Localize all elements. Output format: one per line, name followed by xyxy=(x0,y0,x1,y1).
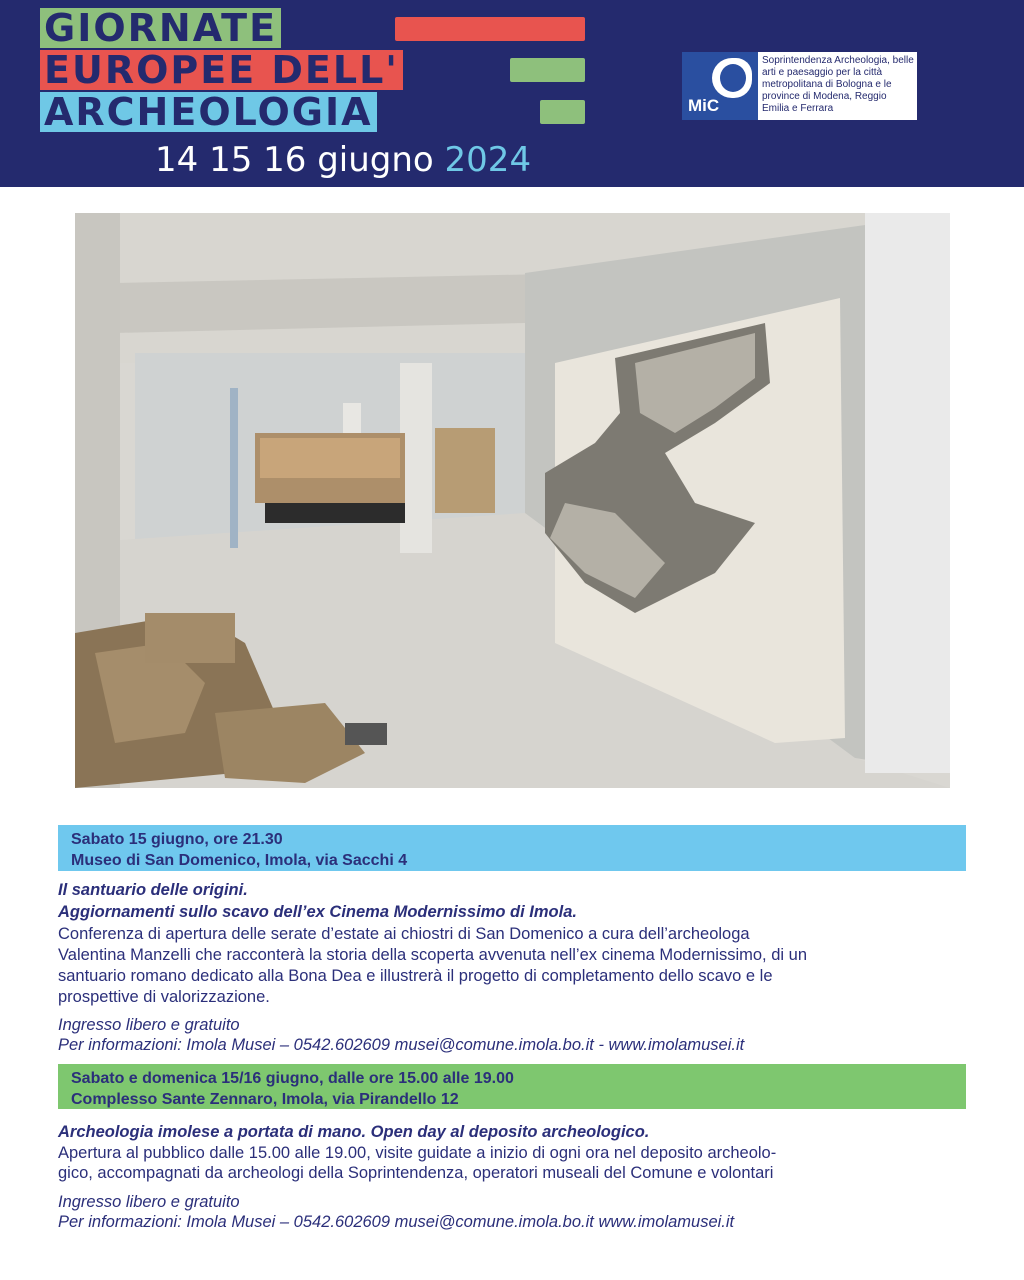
event1-description-line: prospettive di valorizzazione. xyxy=(58,988,270,1006)
event1-title-2: Aggiornamenti sullo scavo dell’ex Cinema Modernissimo di Imola. xyxy=(58,903,577,921)
title-line-2: EUROPEE DELL' xyxy=(40,50,403,90)
ministry-description: Soprintendenza Archeologia, belle arti e paesaggio per la città metropolitana di Bologna e le province di Modena, Reggio Emilia e Ferrara xyxy=(762,55,914,114)
event2-title: Archeologia imolese a portata di mano. Open day al deposito archeologico. xyxy=(58,1123,650,1141)
event2-when: Sabato e domenica 15/16 giugno, dalle ore 15.00 alle 19.00 xyxy=(71,1070,514,1087)
mic-logo xyxy=(682,52,758,120)
event2-description-line: gico, accompagnati da archeologi della Soprintendenza, operatori museali del Comune e volontari xyxy=(58,1164,774,1182)
deposit-photo-illustration xyxy=(75,213,950,788)
event-year: 2024 xyxy=(444,140,532,180)
event1-description-line: Valentina Manzelli che racconterà la storia della scoperta avvenuta nell’ex cinema Modernissimo, di un xyxy=(58,946,808,964)
event2-info: Per informazioni: Imola Musei – 0542.602609 musei@comune.imola.bo.it www.imolamusei.it xyxy=(58,1213,735,1231)
mic-logo-text: MiC xyxy=(688,96,720,115)
decorative-ornament xyxy=(540,100,585,124)
ministry-logo-box xyxy=(682,52,917,120)
event2-entry: Ingresso libero e gratuito xyxy=(58,1193,240,1211)
deposit-photo xyxy=(75,213,950,788)
event2-where: Complesso Sante Zennaro, Imola, via Pirandello 12 xyxy=(71,1091,459,1108)
event-header-banner xyxy=(0,0,1024,187)
event1-banner xyxy=(58,825,966,871)
title-line-1: GIORNATE xyxy=(40,8,281,48)
event1-when: Sabato 15 giugno, ore 21.30 xyxy=(71,831,283,848)
event1-description-line: Conferenza di apertura delle serate d’estate ai chiostri di San Domenico a cura dell’archeologa xyxy=(58,925,750,943)
decorative-ornament xyxy=(510,58,585,82)
event1-entry: Ingresso libero e gratuito xyxy=(58,1016,240,1034)
event2-banner xyxy=(58,1064,966,1109)
event-dates: 14 15 16 giugno 2024 xyxy=(155,140,532,180)
event1-title-1: Il santuario delle origini. xyxy=(58,881,248,899)
title-line-3: ARCHEOLOGIA xyxy=(40,92,377,132)
event1-where: Museo di San Domenico, Imola, via Sacchi 4 xyxy=(71,852,408,869)
event1-description-line: santuario romano dedicato alla Bona Dea e illustrerà il progetto di completamento dello scavo e le xyxy=(58,967,773,985)
event1-info: Per informazioni: Imola Musei – 0542.602609 musei@comune.imola.bo.it - www.imolamusei.it xyxy=(58,1036,745,1054)
event2-description-line: Apertura al pubblico dalle 15.00 alle 19.00, visite guidate a inizio di ogni ora nel deposito archeolo- xyxy=(58,1144,777,1162)
decorative-ornament xyxy=(395,17,585,41)
